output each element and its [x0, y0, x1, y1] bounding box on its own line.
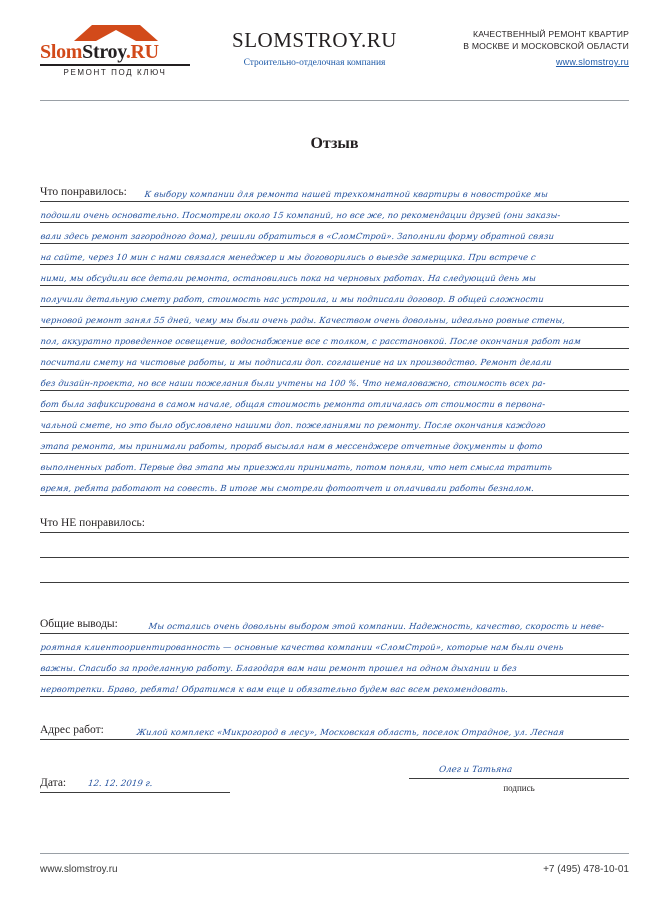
logo-tagline: РЕМОНТ ПОД КЛЮЧ: [40, 64, 190, 77]
liked-label: Что понравилось:: [40, 186, 127, 198]
liked-line-row: [40, 349, 629, 370]
date-signature-row: [40, 758, 629, 793]
conclusion-handwriting-line: важны. Спасибо за проделанную работу. Благодаря вам наш ремонт прошел на одном дыхании и без: [40, 663, 518, 673]
liked-handwriting-line: бот была зафиксирована в самом начале, общая стоимость ремонта отличалась от стоимости в первона-: [40, 399, 546, 409]
liked-line-row: [40, 181, 629, 202]
liked-line-row: [40, 286, 629, 307]
header-website-link[interactable]: www.slomstroy.ru: [555, 57, 629, 67]
footer-website[interactable]: www.slomstroy.ru: [40, 864, 118, 875]
signature-caption: подпись: [503, 783, 535, 793]
liked-line-row: [40, 370, 629, 391]
liked-line-row: [40, 265, 629, 286]
signature-field: [409, 758, 629, 793]
conclusion-handwriting-line: роятная клиентоориентированность — основные качества компании «СломСтрой», которые нам были очень: [40, 642, 565, 652]
logo-word-main: Slom: [40, 41, 83, 63]
liked-handwriting-line: на сайте, через 10 мин с нами связался менеджер и мы договорились о выезде замерщика. При встрече с: [40, 252, 537, 262]
not-liked-empty-line: [40, 558, 629, 583]
header-slogan-line-1: КАЧЕСТВЕННЫЙ РЕМОНТ КВАРТИР: [473, 29, 629, 39]
liked-handwriting-line: выполненных работ. Первые два этапа мы приезжали принимать, потом поняли, что нет смысла тратить: [40, 462, 553, 472]
document-footer: [40, 853, 629, 875]
header-slogan-line-2: В МОСКВЕ И МОСКОВСКОЙ ОБЛАСТИ: [463, 41, 629, 51]
liked-handwriting-line: чальной смете, но это было обусловлено нашими доп. пожеланиями по ремонту. После окончания каждого: [40, 420, 547, 430]
not-liked-label: Что НЕ понравилось:: [40, 517, 145, 529]
liked-handwriting-line: пол, аккуратно проведенное освещение, водоснабжение все с толком, с расстановкой. После окончания работ нам: [40, 336, 582, 346]
address-line-row: [40, 719, 629, 740]
liked-handwriting-line: получили детальную смету работ, стоимость нас устроила, и мы подписали договор. В общей сложности: [40, 294, 545, 304]
footer-divider: [40, 853, 629, 854]
brand-subtitle: Строительно-отделочная компания: [243, 58, 386, 68]
header-brand: [190, 28, 439, 68]
liked-section: [40, 181, 629, 496]
signature-handwriting-value: Олег и Татьяна: [438, 765, 513, 775]
conclusion-line-row: [40, 613, 629, 634]
conclusion-line-row: [40, 655, 629, 676]
liked-handwriting-line: посчитали смету на чистовые работы, и мы подписали доп. соглашение на их производство. Ремонт делали: [40, 357, 553, 367]
liked-line-row: [40, 307, 629, 328]
liked-handwriting-line: К выбору компании для ремонта нашей трехкомнатной квартиры в новостройке мы: [144, 189, 549, 199]
liked-line-row: [40, 475, 629, 496]
date-handwriting-value: 12. 12. 2019 г.: [87, 779, 154, 789]
address-section: [40, 719, 629, 740]
not-liked-empty-line: [40, 533, 629, 558]
company-logo: [40, 24, 190, 77]
page-title: Отзыв: [310, 135, 359, 152]
conclusion-line-row: [40, 634, 629, 655]
review-form: [40, 181, 629, 793]
liked-handwriting-line: время, ребята работают на совесть. В итоге мы смотрели фотоотчет и оплачивали работы безналом.: [40, 483, 535, 493]
liked-handwriting-line: подошли очень основательно. Посмотрели около 15 компаний, но все же, по рекомендации друзей (они заказы-: [40, 210, 562, 220]
roof-icon: [40, 24, 190, 44]
liked-line-row: [40, 202, 629, 223]
address-label: Адрес работ:: [40, 724, 104, 736]
liked-handwriting-line: без дизайн-проекта, но все наши пожелания были учтены на 100 %. Что немаловажно, стоимость всех ра-: [40, 378, 547, 388]
not-liked-section: [40, 512, 629, 583]
date-label: Дата:: [40, 777, 67, 789]
header-divider: [40, 100, 629, 101]
liked-line-row: [40, 412, 629, 433]
conclusion-line-row: [40, 676, 629, 697]
liked-line-row: [40, 454, 629, 475]
conclusion-handwriting-line: нервотрепки. Браво, ребята! Обратимся к вам еще и обязательно будем вас всем рекомендовать.: [40, 684, 509, 694]
document-header: [40, 0, 629, 86]
liked-line-row: [40, 244, 629, 265]
date-field: [40, 772, 230, 793]
logo-word-accent: Stroy: [82, 41, 126, 63]
address-handwriting-value: Жилой комплекс «Микрогород в лесу», Московская область, поселок Отрадное, ул. Лесная: [136, 727, 565, 737]
not-liked-line-row: [40, 512, 629, 533]
conclusion-handwriting-line: Мы остались очень довольны выбором этой компании. Надежность, качество, скорость и неве-: [148, 621, 605, 631]
liked-line-row: [40, 223, 629, 244]
logo-word-tail: .RU: [125, 41, 159, 63]
brand-title: SLOMSTROY.RU: [232, 28, 397, 52]
liked-line-row: [40, 328, 629, 349]
liked-handwriting-line: вали здесь ремонт загородного дома), решили обратиться в «СломСтрой». Заполнили форму обратной связи: [40, 231, 555, 241]
conclusions-label: Общие выводы:: [40, 618, 118, 630]
liked-handwriting-line: черновой ремонт занял 55 дней, чему мы были очень рады. Качеством очень довольны, идеально ровные стены,: [40, 315, 566, 325]
header-contacts: [439, 28, 629, 68]
liked-handwriting-line: ними, мы обсудили все детали ремонта, остановились пока на черновых работах. На следующий день мы: [40, 273, 537, 283]
liked-line-row: [40, 433, 629, 454]
conclusions-section: [40, 613, 629, 697]
liked-line-row: [40, 391, 629, 412]
liked-handwriting-line: этапа ремонта, мы принимали работы, прораб высылал нам в мессенджере отчетные документы и фото: [40, 441, 544, 451]
footer-phone[interactable]: +7 (495) 478-10-01: [543, 864, 629, 875]
